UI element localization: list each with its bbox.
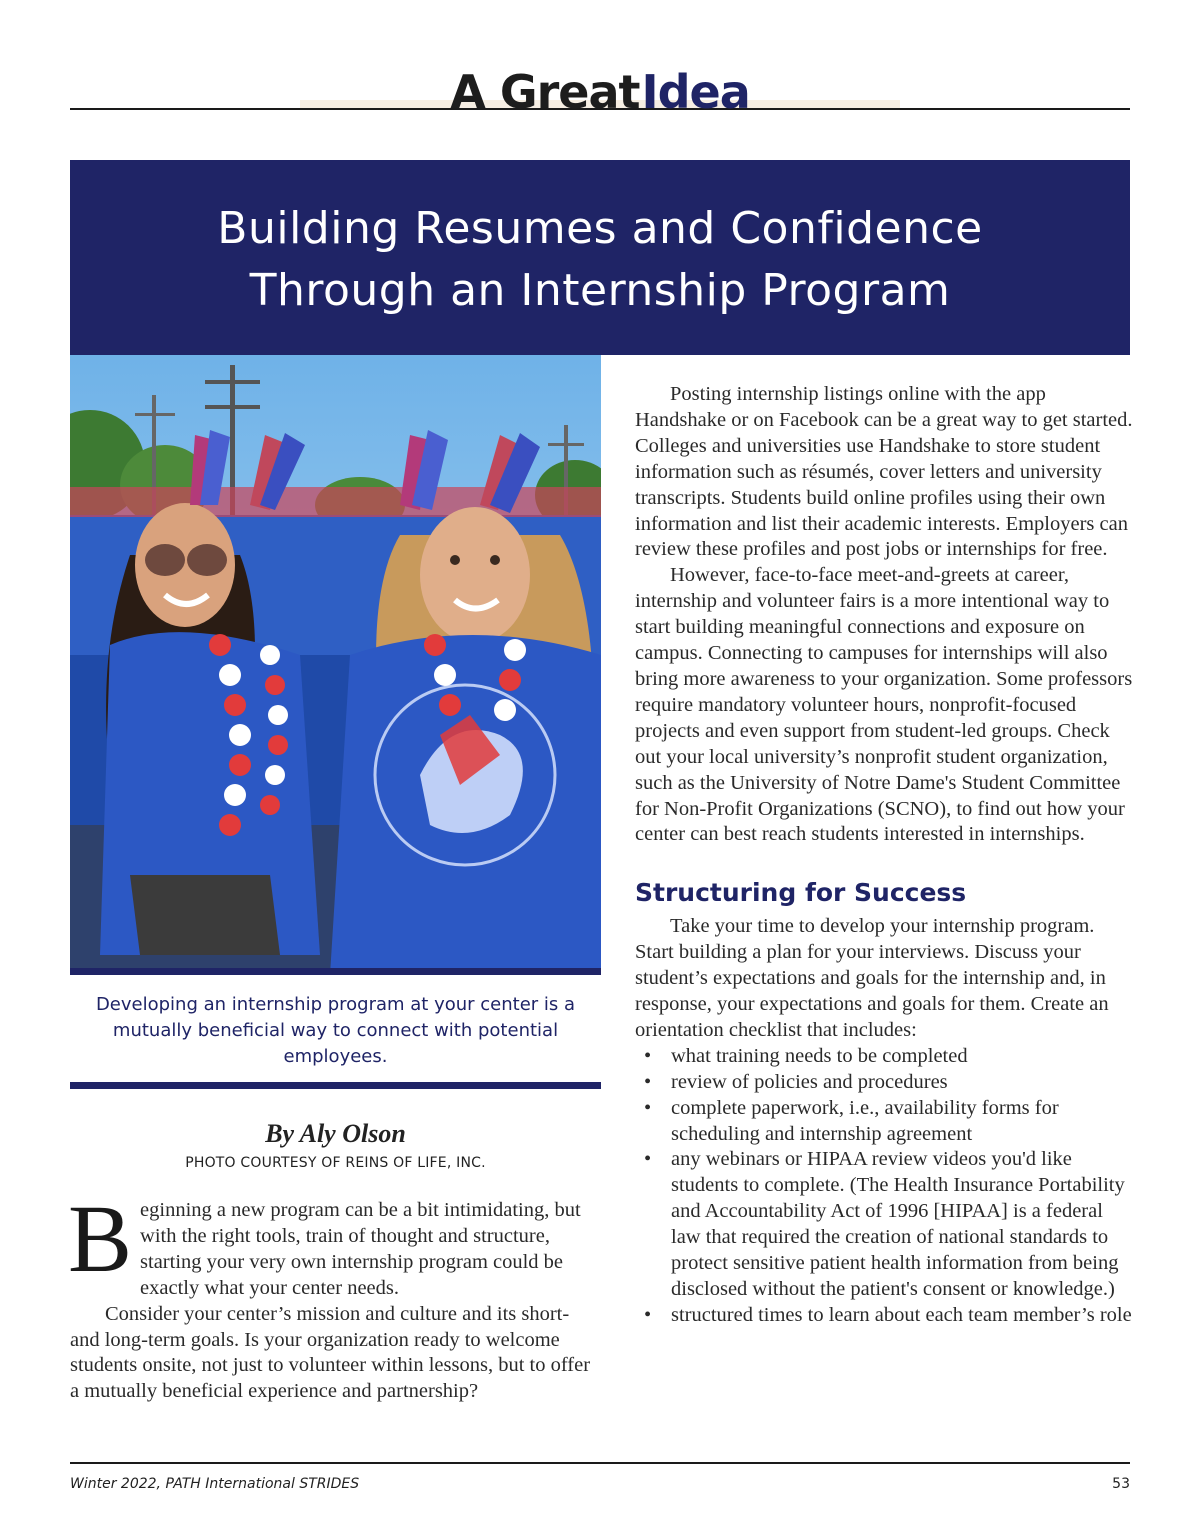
paragraph	[68, 1185, 601, 1302]
article-title-line2: Through an Internship Program	[249, 265, 951, 316]
section-title	[70, 62, 1130, 122]
article-title-line1: Building Resumes and Confidence	[217, 203, 983, 254]
article-photo	[70, 355, 601, 975]
float-garland	[70, 487, 601, 517]
footer-publication: Winter 2022, PATH International STRIDES	[70, 1476, 360, 1492]
photo-caption: Developing an internship program at your center is a mutually beneficial way to connect with potential employees.	[95, 994, 576, 1067]
list-item: • structured times to learn about each team member’s role	[635, 1303, 1135, 1329]
sunglasses	[145, 544, 185, 576]
bullet-icon: •	[644, 1303, 652, 1326]
right-face	[420, 507, 530, 643]
photo-credit: PHOTO COURTESY OF REINS OF LIFE, INC.	[185, 1155, 486, 1171]
list-item: • review of policies and procedures	[635, 1070, 1135, 1096]
bullet-icon: •	[644, 1148, 652, 1171]
section-header	[70, 60, 1130, 120]
section-title-word1: A Great	[450, 65, 640, 119]
footer-rule	[70, 1462, 1130, 1464]
bullet-icon: •	[644, 1096, 652, 1119]
page-number: 53	[1112, 1476, 1130, 1492]
byline: By Aly Olson	[265, 1119, 406, 1148]
paragraph: However, face-to-face meet-and-greets at career, internship and volunteer fairs is a more intentional way to start building meaningful connections and exposure on campus. Connecting to campuses for internships will also bring more awareness to your organization. Some professors require mandatory volunteer hours, nonprofit-focused projects and even support from student-led groups. Check out your local university’s nonprofit student organization, such as the University of Notre Dame's Student Committee for Non-Profit Organizations (SCNO), to find out how your center can best reach students interested in internships.	[635, 564, 1133, 846]
left-column	[68, 1185, 601, 1405]
checklist	[635, 1044, 1135, 1329]
bullet-icon: •	[644, 1044, 652, 1067]
subheading: Structuring for Success	[635, 878, 967, 908]
caption-rule	[70, 1082, 601, 1089]
right-column	[635, 382, 1135, 1329]
bullet-icon: •	[644, 1070, 652, 1093]
paragraph: Consider your center’s mission and culture and its short- and long-term goals. Is your organization ready to welcome students onsite, not just to volunteer within lessons, but to offer a mutually beneficial experience and partnership?	[70, 1302, 591, 1403]
paragraph-text: eginning a new program can be a bit intimidating, but with the right tools, train of thought and structure, starting your very own internship program could be exactly what your center needs.	[140, 1199, 581, 1299]
photo-illustration	[70, 355, 601, 975]
section-title-word2: Idea	[641, 65, 750, 119]
list-item: • complete paperwork, i.e., availability forms for scheduling and internship agreement	[644, 1096, 1059, 1145]
article-title-banner	[70, 160, 1130, 355]
left-pants	[130, 875, 280, 955]
paragraph: Take your time to develop your internship program. Start building a plan for your interviews. Discuss your student’s expectations and goals for the internship and, in response, your expectations and goals for them. Create an orientation checklist that includes:	[635, 915, 1109, 1041]
drop-cap: B	[68, 1185, 133, 1292]
list-item: • any webinars or HIPAA review videos you'd like students to complete. (The Health Insurance Portability and Accountability Act of 1996 [HIPAA] is a federal law that required the creation of national standards to protect sensitive patient health information from being disclosed without the patient's consent or knowledge.)	[644, 1148, 1125, 1300]
list-item: • what training needs to be completed	[635, 1044, 1135, 1070]
photo-bottom-bar	[70, 968, 601, 975]
paragraph: Posting internship listings online with the app Handshake or on Facebook can be a great way to get started. Colleges and universities use Handshake to store student information such as résumés, cover letters and university transcripts. Students build online profiles using their own information and list their academic interests. Employers can review these profiles and post jobs or internships for free.	[635, 383, 1133, 561]
